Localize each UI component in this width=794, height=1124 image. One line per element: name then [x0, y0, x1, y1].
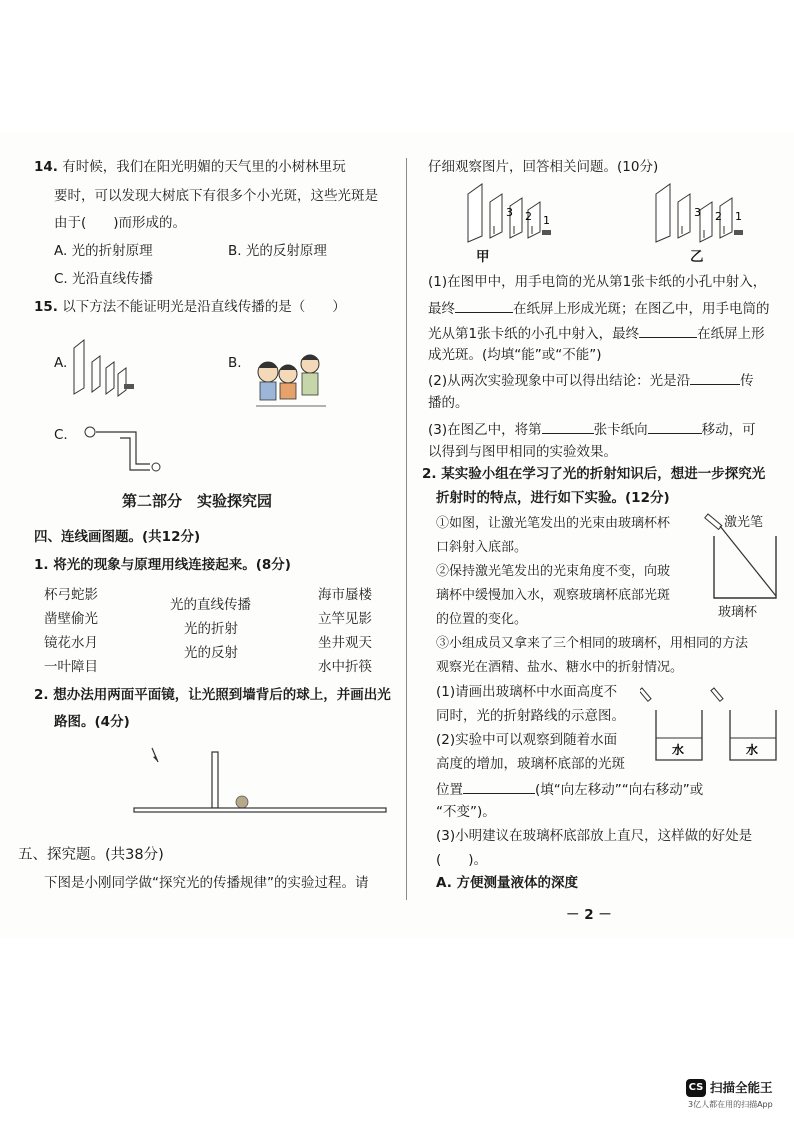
s5q1-b-line1 [428, 370, 754, 390]
sec4-q2-line2: 路图。(4分) [54, 714, 130, 730]
q14-number: 14. [34, 159, 58, 175]
s5q1-c-line1-pre: (3)在图乙中，将第 [428, 422, 542, 438]
s5q1-a-line3 [428, 323, 765, 343]
glass-cup-label: 玻璃杯 [718, 605, 758, 620]
sec4-title: 四、连线画图题。(共12分) [34, 529, 201, 545]
q15-text: 以下方法不能证明光是沿直线传播的是（ ） [62, 299, 346, 315]
q15-label-c: C. [54, 427, 68, 443]
s5q1-c-line1-post: 移动，可 [701, 422, 756, 438]
column-divider [406, 158, 407, 900]
answer-blank-6[interactable] [463, 779, 535, 794]
s5q2-p3-option-a: A. 方便测量液体的深度 [436, 875, 579, 891]
laser-pen-label: 激光笔 [724, 515, 764, 530]
sec5-intro-line1: 下图是小刚同学做“探究光的传播规律”的实验过程。请 [44, 875, 369, 891]
page-number: － 2 － [566, 907, 612, 923]
s5q1-c-line1-mid: 张卡纸向 [593, 422, 648, 438]
answer-blank-5[interactable] [648, 419, 702, 434]
q15-line [34, 298, 346, 316]
match-right-1: 海市蜃楼 [318, 587, 372, 603]
s5q1-c-line1 [428, 419, 756, 439]
sec4-q2-line1: 2. 想办法用两面平面镜，让光照到墙背后的球上，并画出光 [34, 687, 391, 703]
q15-number: 15. [34, 299, 58, 315]
watermark-brand: 扫描全能王 [710, 1080, 773, 1095]
jia-card-num-1: 1 [543, 214, 550, 227]
jia-card-num-2: 2 [525, 210, 532, 223]
sec4-q1-text: 1. 将光的现象与原理用线连接起来。(8分) [34, 557, 291, 573]
sec5-title: 五、探究题。(共38分) [18, 847, 164, 863]
part2-title: 第二部分 实验探究园 [122, 492, 273, 510]
q15-figure-a [70, 334, 140, 404]
match-right-3: 坐井观天 [318, 635, 372, 651]
s5q1-b-line1-pre: (2)从两次实验现象中可以得出结论：光是沿 [428, 373, 691, 389]
s5q2-p1-line2: 同时，光的折射路线的示意图。 [436, 708, 625, 724]
s5q2-step2-line1: ②保持激光笔发出的光束角度不变，向玻 [436, 564, 671, 579]
figure-jia-label: 甲 [476, 249, 490, 265]
mirror-wall-ball-figure [130, 740, 390, 820]
s5q2-step1-line1: ①如图，让激光笔发出的光束由玻璃杯杯 [436, 516, 671, 531]
cup2-water-label: 水 [746, 743, 759, 757]
figure-yi-label: 乙 [690, 249, 704, 265]
yi-card-num-3: 3 [694, 206, 701, 219]
match-middle-3: 光的反射 [184, 645, 238, 661]
camscanner-logo-icon: CS [686, 1079, 706, 1097]
match-left-2: 凿壁偷光 [44, 611, 98, 627]
s5q1-b-line2: 播的。 [428, 395, 469, 411]
jia-card-num-3: 3 [506, 206, 513, 219]
q14-line1 [34, 158, 346, 176]
answer-blank-2[interactable] [639, 323, 697, 338]
figure-jia-cards [462, 180, 562, 246]
q14-option-a: A. 光的折射原理 [54, 243, 153, 259]
q15-label-a: A. [54, 355, 68, 371]
q14-option-c: C. 光沿直线传播 [54, 271, 154, 287]
s5q1-a-line3-post: 在纸屏上形 [697, 326, 765, 342]
match-left-1: 杯弓蛇影 [44, 587, 98, 603]
s5q2-step2-line3: 的位置的变化。 [436, 612, 528, 627]
s5q2-p2-line3-post: (填“向左移动”“向右移动”或 [535, 782, 704, 798]
watermark-tagline: 3亿人都在用的扫描App [688, 1100, 773, 1109]
s5q2-p2-line3-pre: 位置 [436, 782, 463, 798]
s5q2-p2-line1: (2)实验中可以观察到随着水面 [436, 732, 618, 748]
s5q2-p2-line3 [436, 779, 703, 799]
sec5-intro-line2: 仔细观察图片，回答相关问题。(10分) [428, 159, 659, 175]
s5q1-a-line2-pre: 最终 [428, 301, 455, 317]
match-right-4: 水中折筷 [318, 659, 372, 675]
figure-yi-cards [650, 180, 754, 246]
s5q1-b-line1-post: 传 [740, 373, 754, 389]
s5q2-step1-line2: 口斜射入底部。 [436, 540, 528, 555]
s5q1-a-line1: (1)在图甲中，用手电筒的光从第1张卡纸的小孔中射入， [428, 274, 767, 290]
yi-card-num-2: 2 [715, 210, 722, 223]
q14-line2: 要时，可以发现大树底下有很多个小光斑，这些光斑是 [54, 188, 378, 204]
q14-option-b: B. 光的反射原理 [228, 243, 327, 259]
s5q2-step3-line2: 观察光在酒精、盐水、糖水中的折射情况。 [436, 660, 684, 675]
match-middle-1: 光的直线传播 [170, 597, 251, 613]
q15-figure-b-children [252, 350, 332, 412]
s5q2-p2-line4: “不变”)。 [436, 804, 496, 820]
two-water-cups-figure [640, 682, 780, 764]
s5q1-a-line2-post: 在纸屏上形成光斑；在图乙中，用手电筒的 [513, 301, 770, 317]
s5q2-line2: 折射时的特点，进行如下实验。(12分) [436, 490, 670, 506]
s5q2-p3-line2: ( )。 [436, 852, 488, 868]
s5q1-a-line4: 成光斑。(均填“能”或“不能”) [428, 347, 602, 363]
answer-blank-4[interactable] [542, 419, 594, 434]
s5q1-c-line2: 以得到与图甲相同的实验效果。 [428, 444, 617, 460]
yi-card-num-1: 1 [735, 210, 742, 223]
q14-line3: 由于( )而形成的。 [54, 215, 187, 231]
s5q2-p1-line1: (1)请画出玻璃杯中水面高度不 [436, 684, 618, 700]
q15-figure-c-periscope [76, 420, 166, 472]
s5q1-a-line2 [428, 298, 770, 318]
s5q2-step2-line2: 璃杯中缓慢加入水，观察玻璃杯底部光斑 [436, 588, 671, 603]
s5q2-step3-line1: ③小组成员又拿来了三个相同的玻璃杯，用相同的方法 [436, 636, 749, 651]
s5q2-p2-line2: 高度的增加，玻璃杯底部的光斑 [436, 756, 625, 772]
s5q1-a-line3-pre: 光从第1张卡纸的小孔中射入，最终 [428, 326, 640, 342]
s5q2-p3-line1: (3)小明建议在玻璃杯底部放上直尺，这样做的好处是 [436, 828, 753, 844]
q15-label-b: B. [228, 355, 242, 371]
answer-blank-1[interactable] [455, 298, 513, 313]
match-left-4: 一叶障目 [44, 659, 98, 675]
q14-text-1: 有时候，我们在阳光明媚的天气里的小树林里玩 [62, 159, 346, 175]
match-left-3: 镜花水月 [44, 635, 98, 651]
cup1-water-label: 水 [672, 743, 685, 757]
match-right-2: 立竿见影 [318, 611, 372, 627]
answer-blank-3[interactable] [690, 370, 740, 385]
s5q2-line1: 2. 某实验小组在学习了光的折射知识后，想进一步探究光 [422, 466, 766, 482]
match-middle-2: 光的折射 [184, 621, 238, 637]
laser-glass-figure [700, 510, 784, 610]
